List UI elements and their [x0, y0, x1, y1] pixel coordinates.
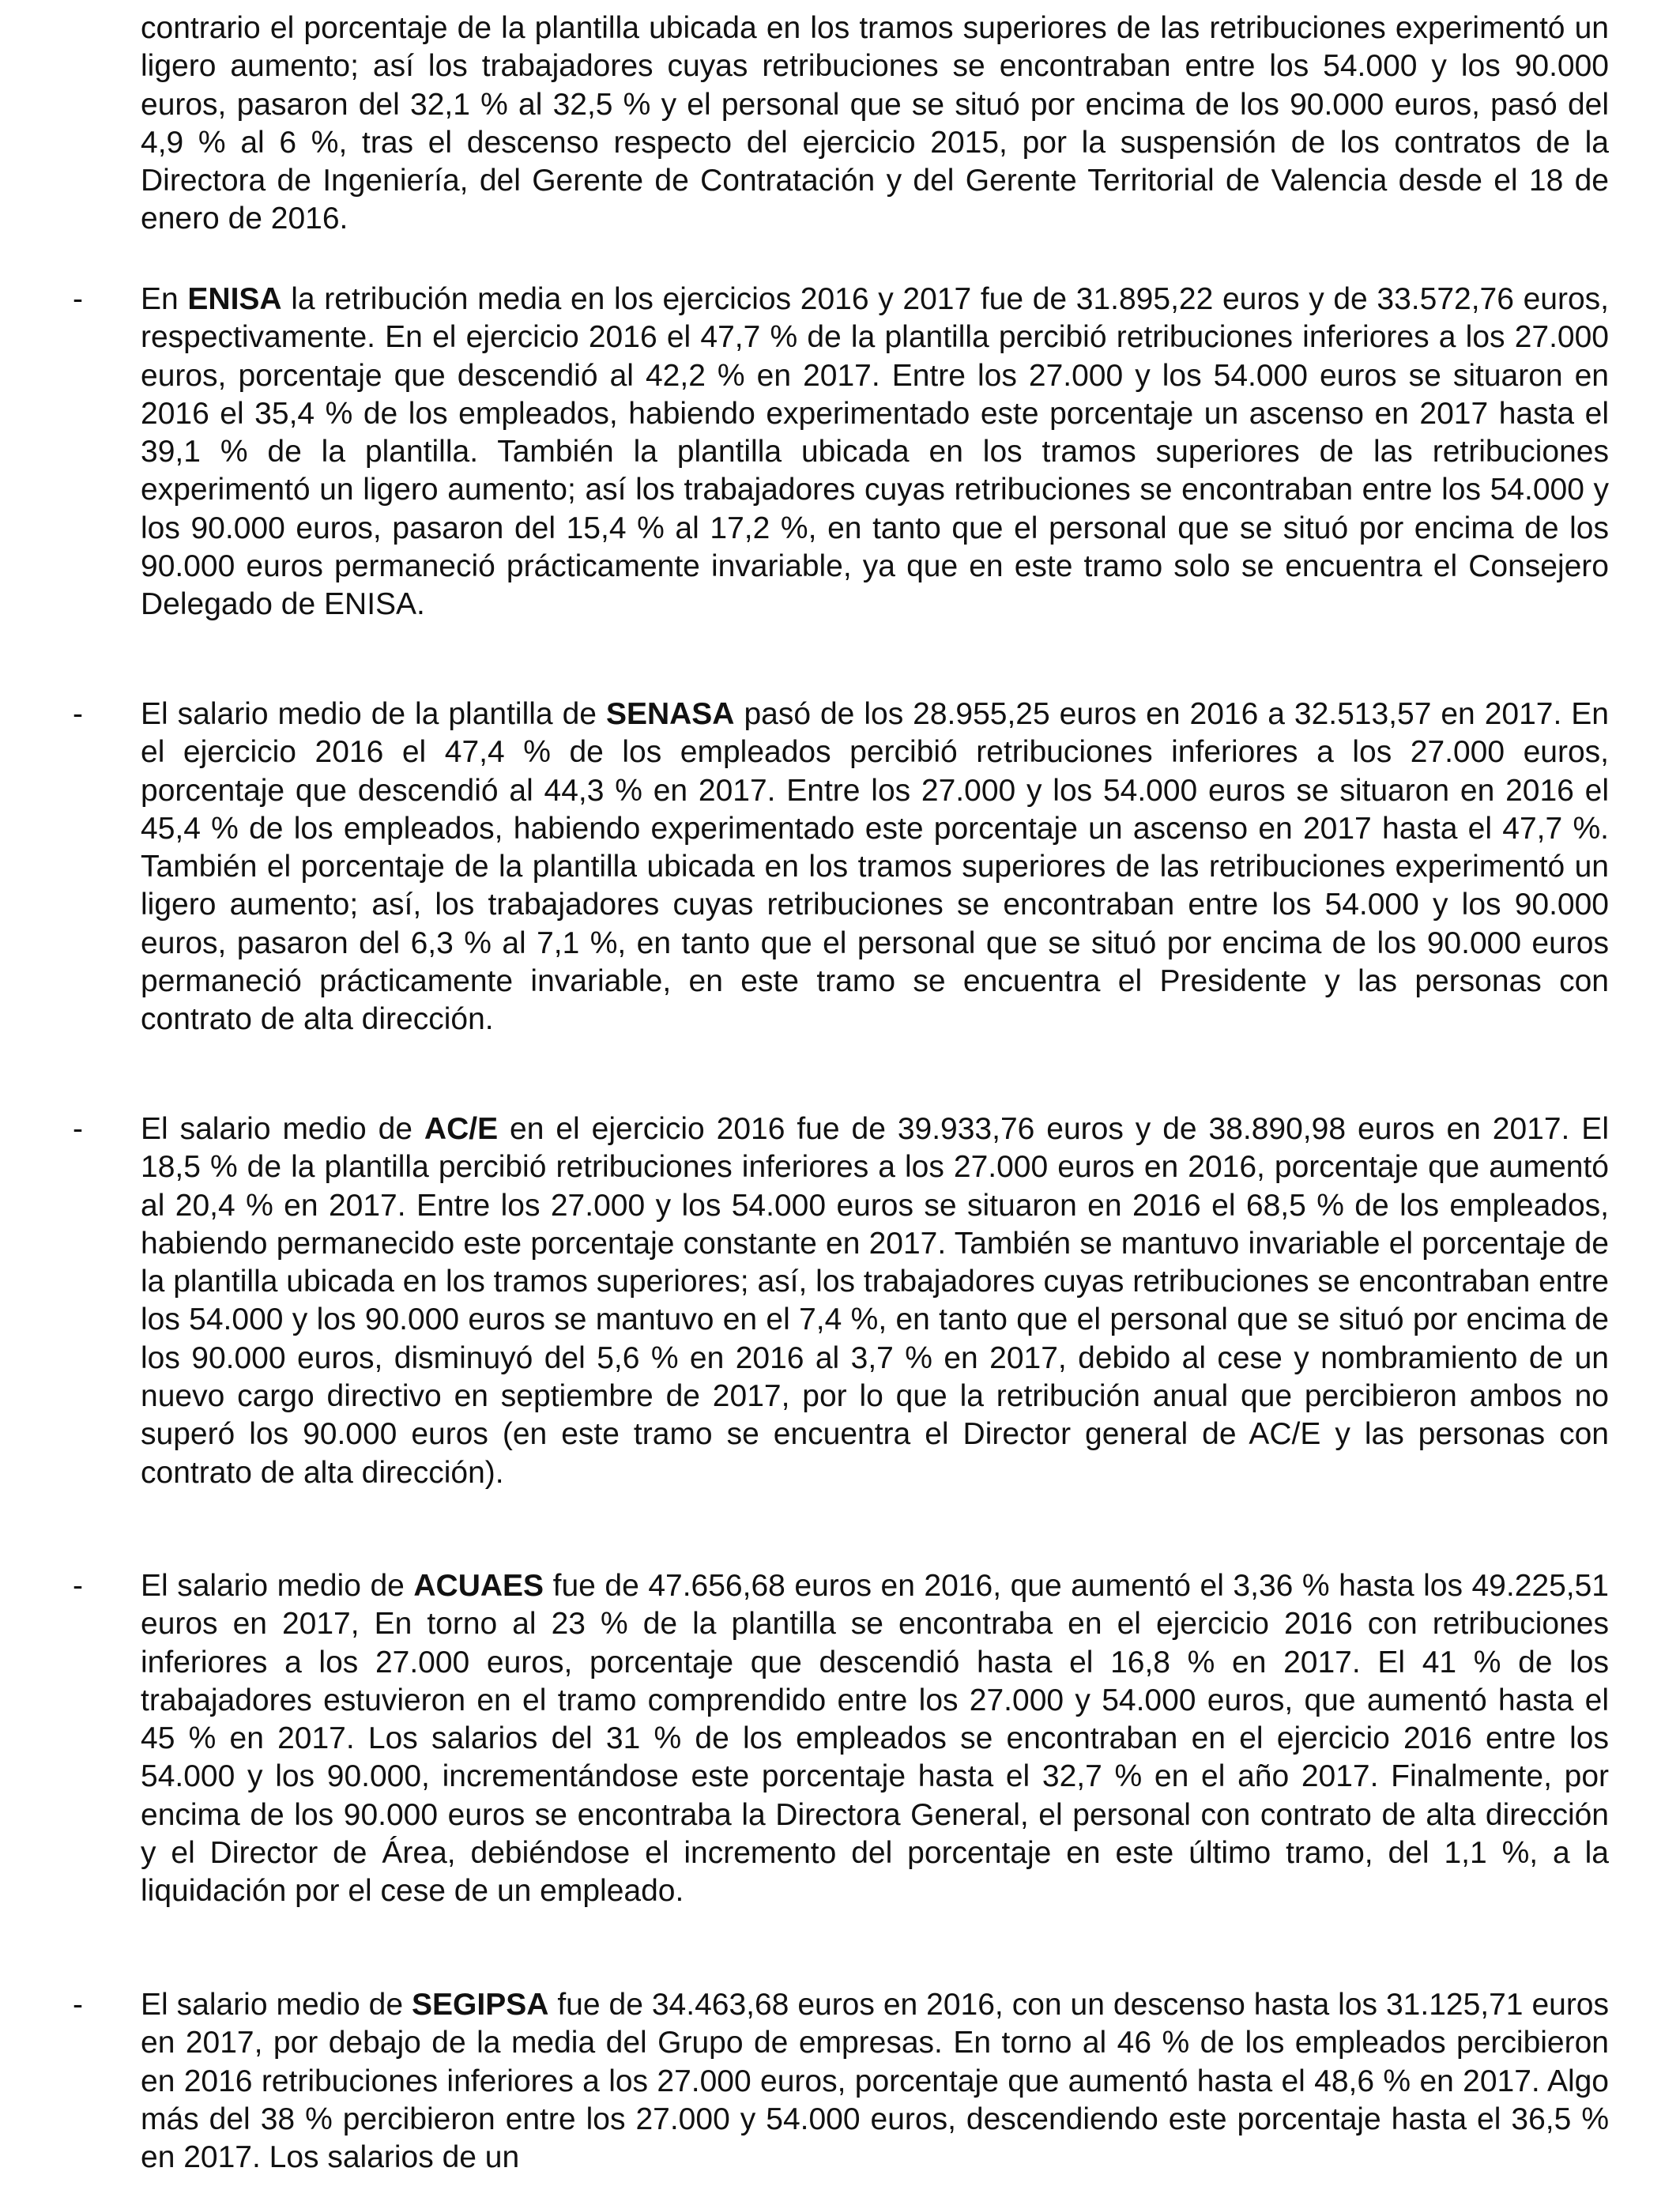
paragraph-text: contrario el porcentaje de la plantilla ubicada en los tramos superiores de las retribuciones experimentó un ligero aumento; así los trabajadores cuyas retribuciones se encontraban entre los 54.000 y los 90.000 euros, pasaron del 32,1 % al 32,5 % y el personal que se situó por encima de los 90.000 euros, pasó del 4,9 % al 6 %, tras el descenso respecto del ejercicio 2015, por la suspensión de los contratos de la Directora de Ingeniería, del Gerente de Contratación y del Gerente Territorial de Valencia desde el 18 de enero de 2016.	[141, 11, 1609, 236]
paragraph-text: la retribución media en los ejercicios 2016 y 2017 fue de 31.895,22 euros y de 33.572,76 euros, respectivamente. En el ejercicio 2016 el 47,7 % de la plantilla percibió retribuciones inferiores a los 27.000 euros, porcentaje que descendió al 42,2 % en 2017. Entre los 27.000 y los 54.000 euros se situaron en 2016 el 35,4 % de los empleados, habiendo experimentado este porcentaje un ascenso en 2017 hasta el 39,1 % de la plantilla. También la plantilla ubicada en los tramos superiores de las retribuciones experimentó un ligero aumento; así los trabajadores cuyas retribuciones se encontraban entre los 54.000 y los 90.000 euros, pasaron del 15,4 % al 17,2 %, en tanto que el personal que se situó por encima de los 90.000 euros permaneció prácticamente invariable, ya que en este tramo solo se encuentra el Consejero Delegado de ENISA.	[141, 282, 1609, 622]
paragraph-text: fue de 34.463,68 euros en 2016, con un descenso hasta los 31.125,71 euros en 2017, por debajo de la media del Grupo de empresas. En torno al 46 % de los empleados percibieron en 2016 retribuciones inferiores a los 27.000 euros, porcentaje que aumentó hasta el 48,6 % en 2017. Algo más del 38 % percibieron entre los 27.000 y 54.000 euros, descendiendo este porcentaje hasta el 36,5 % en 2017. Los salarios de un	[141, 1988, 1609, 2175]
paragraph-text-lead: El salario medio de la plantilla de	[141, 697, 606, 731]
bullet-dash: -	[73, 1988, 83, 2022]
paragraph-text-lead: El salario medio de	[141, 1569, 414, 1603]
entity-name: SEGIPSA	[412, 1988, 549, 2022]
bullet-dash: -	[73, 282, 83, 316]
paragraph-intro-continuation	[141, 9, 1609, 239]
entity-name: ENISA	[187, 282, 282, 316]
paragraph-text-lead: El salario medio de	[141, 1112, 424, 1146]
bullet-dash: -	[73, 1569, 83, 1603]
paragraph-text: pasó de los 28.955,25 euros en 2016 a 32.513,57 en 2017. En el ejercicio 2016 el 47,4 % de los empleados percibió retribuciones inferiores a los 27.000 euros, porcentaje que descendió al 44,3 % en 2017. Entre los 27.000 y los 54.000 euros se situaron en 2016 el 45,4 % de los empleados, habiendo experimentado este porcentaje un ascenso en 2017 hasta el 47,7 %. También el porcentaje de la plantilla ubicada en los tramos superiores de las retribuciones experimentó un ligero aumento; así, los trabajadores cuyas retribuciones se encontraban entre los 54.000 y los 90.000 euros, pasaron del 6,3 % al 7,1 %, en tanto que el personal que se situó por encima de los 90.000 euros permaneció prácticamente invariable, en este tramo se encuentra el Presidente y las personas con contrato de alta dirección.	[141, 697, 1609, 1037]
paragraph-enisa	[141, 281, 1609, 624]
paragraph-text-lead: En	[141, 282, 188, 316]
entity-name: ACUAES	[413, 1569, 544, 1603]
paragraph-text: en el ejercicio 2016 fue de 39.933,76 euros y de 38.890,98 euros en 2017. El 18,5 % de la plantilla percibió retribuciones inferiores a los 27.000 euros en 2016, porcentaje que aumentó al 20,4 % en 2017. Entre los 27.000 y los 54.000 euros se situaron en 2016 el 68,5 % de los empleados, habiendo permanecido este porcentaje constante en 2017. También se mantuvo invariable el porcentaje de la plantilla ubicada en los tramos superiores; así, los trabajadores cuyas retribuciones se encontraban entre los 54.000 y los 90.000 euros se mantuvo en el 7,4 %, en tanto que el personal que se situó por encima de los 90.000 euros, disminuyó del 5,6 % en 2016 al 3,7 % en 2017, debido al cese y nombramiento de un nuevo cargo directivo en septiembre de 2017, por lo que la retribución anual que percibieron ambos no superó los 90.000 euros (en este tramo se encuentra el Director general de AC/E y las personas con contrato de alta dirección).	[141, 1112, 1609, 1490]
paragraph-ace	[141, 1110, 1609, 1492]
paragraph-senasa	[141, 696, 1609, 1039]
bullet-dash: -	[73, 697, 83, 731]
bullet-dash: -	[73, 1112, 83, 1146]
entity-name: AC/E	[424, 1112, 499, 1146]
paragraph-segipsa	[141, 1986, 1609, 2177]
paragraph-text: fue de 47.656,68 euros en 2016, que aumentó el 3,36 % hasta los 49.225,51 euros en 2017, En torno al 23 % de la plantilla se encontraba en el ejercicio 2016 con retribuciones inferiores a los 27.000 euros, porcentaje que descendió hasta el 16,8 % en 2017. El 41 % de los trabajadores estuvieron en el tramo comprendido entre los 27.000 y 54.000 euros, que aumentó hasta el 45 % en 2017. Los salarios del 31 % de los empleados se encontraban en el ejercicio 2016 entre los 54.000 y los 90.000, incrementándose este porcentaje hasta el 32,7 % en el año 2017. Finalmente, por encima de los 90.000 euros se encontraba la Directora General, el personal con contrato de alta dirección y el Director de Área, debiéndose el incremento del porcentaje en este último tramo, del 1,1 %, a la liquidación por el cese de un empleado.	[141, 1569, 1609, 1909]
paragraph-text-lead: El salario medio de	[141, 1988, 412, 2022]
entity-name: SENASA	[605, 697, 735, 731]
paragraph-acuaes	[141, 1567, 1609, 1911]
